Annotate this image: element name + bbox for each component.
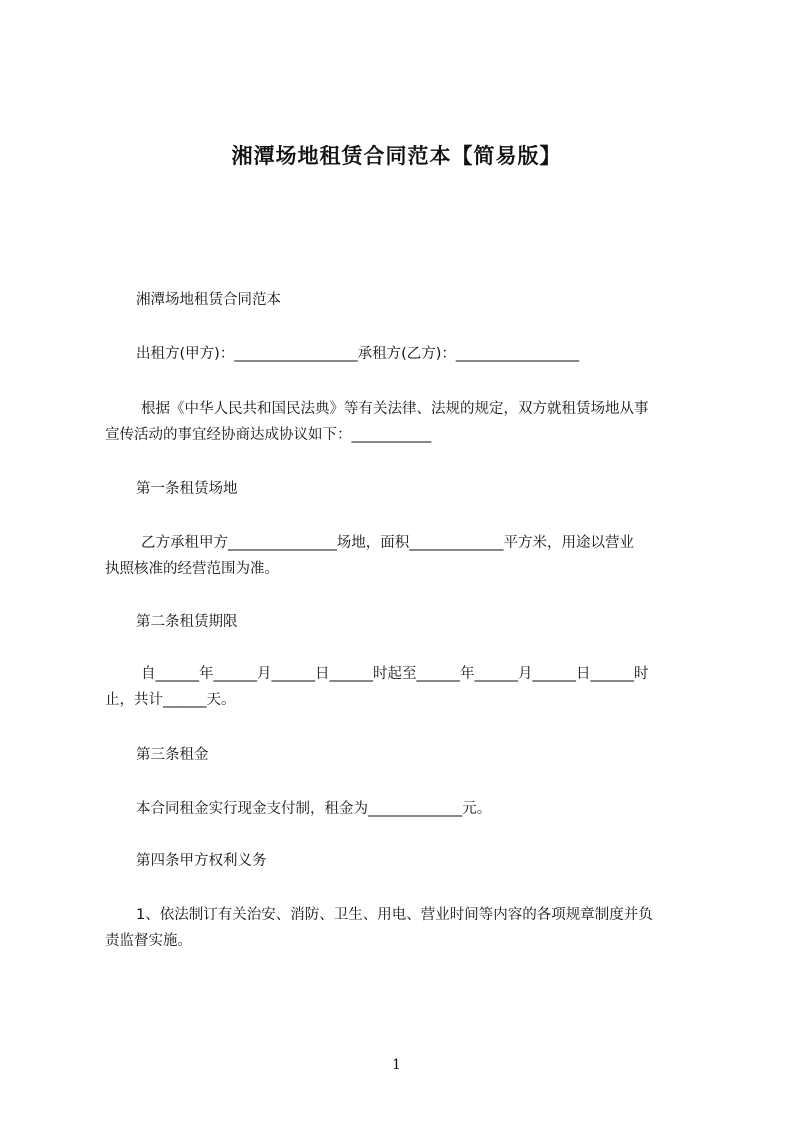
parties-text: 出租方(甲方)：_________________承租方(乙方)：_________________ [136, 346, 580, 362]
article-4-item-1-line-1: 1、依法制订有关治安、消防、卫生、用电、营业时间等内容的各项规章制度并负 [136, 907, 653, 923]
article-4-title-text: 第四条甲方权利义务 [136, 853, 267, 869]
intro-line-2: 宣传活动的事宜经协商达成协议如下：___________ [105, 427, 432, 443]
article-4-item-1-line-2: 责监督实施。 [105, 933, 192, 949]
intro-line-1: 根据《中华人民共和国民法典》等有关法律、法规的规定，双方就租赁场地从事 [141, 401, 649, 417]
article-3-title-text: 第三条租金 [136, 747, 209, 763]
intro-paragraph [105, 396, 703, 448]
parties-line [105, 341, 703, 367]
article-2-title [105, 609, 703, 635]
article-3-title [105, 742, 703, 768]
article-3-text: 本合同租金实行现金支付制，租金为_____________元。 [136, 801, 492, 817]
article-1-paragraph [105, 530, 703, 582]
contract-heading [105, 287, 703, 313]
article-2-paragraph [105, 661, 703, 713]
article-1-line-2: 执照核准的经营范围为准。 [105, 561, 279, 577]
document-title: 湘潭场地租赁合同范本【简易版】 [231, 144, 562, 168]
article-2-line-2: 止，共计______天。 [105, 692, 236, 708]
article-2-title-text: 第二条租赁期限 [136, 614, 238, 630]
contract-heading-text: 湘潭场地租赁合同范本 [136, 292, 281, 308]
article-2-line-1: 自______年______月______日______时起至______年______月______日______时 [141, 666, 649, 682]
article-1-line-1: 乙方承租甲方_______________场地，面积_____________平方米，用途以营业 [141, 535, 634, 551]
article-1-title [105, 476, 703, 502]
article-4-item-1 [105, 902, 703, 954]
page-number: 1 [392, 1057, 401, 1073]
article-4-title [105, 848, 703, 874]
article-1-title-text: 第一条租赁场地 [136, 481, 238, 497]
article-3-paragraph [105, 796, 703, 822]
